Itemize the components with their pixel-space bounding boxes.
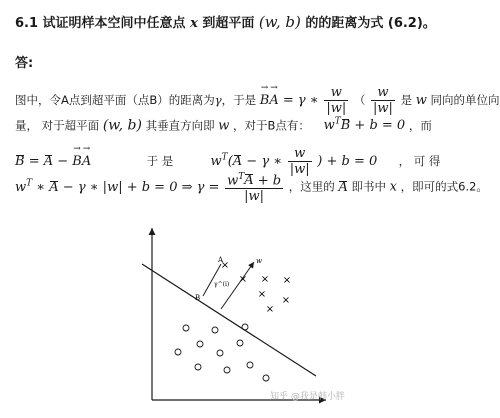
frac-gamma: $\frac{w^TA + b}{|w|}$ (227, 172, 282, 205)
circle-point (237, 340, 243, 346)
title-var-x: x (190, 16, 198, 31)
title-text-1: 6.1 试证明样本空间中任意点 (15, 16, 191, 31)
formula-b-bar: B = A − → B→ A (15, 154, 91, 169)
cross-point: × (257, 289, 267, 300)
circle-point (224, 367, 230, 373)
frac-w-norm-3: $\frac{w}{|w|}$ (289, 146, 310, 177)
frac-w-norm-2: $\frac{w}{|w|}$ (373, 85, 393, 116)
hyperplane-wb: (w, b) (102, 117, 142, 134)
l2-w: w (218, 118, 230, 134)
circle-point (242, 324, 248, 330)
circle-point (195, 364, 201, 370)
l2-text1: 量， 对于超平面 (15, 118, 100, 133)
l2-text4: ，而 (408, 118, 432, 133)
watermark: 知乎 @我是韩小胖 (270, 392, 345, 402)
formula-substitute: $w^T(A - \gamma$ ∗ (210, 152, 283, 169)
cross-point: × (238, 274, 248, 285)
circle-point (197, 341, 203, 347)
l1-w: w (415, 93, 427, 108)
l1-text3: （ (353, 93, 366, 107)
cross-point: × (220, 260, 230, 271)
circle-point (183, 325, 189, 331)
l4-text3: ，即可的式6.2。 (400, 179, 488, 194)
circle-point (263, 375, 269, 381)
circle-point (212, 327, 218, 333)
l3-text2: ， 可 得 (398, 154, 441, 168)
title-text-2: 到超平面 (197, 16, 259, 31)
formula-substitute-end: ) + b = 0 (317, 154, 378, 169)
l2-text3: ，对于B点有： (233, 118, 310, 133)
title-text-3: 的的距离为式 (6.2)。 (300, 16, 436, 31)
answer-label: 答: (15, 56, 34, 71)
l4-text2: 即书中 (351, 179, 386, 194)
formula-derive: $w^T$ ∗ A − γ ∗ |w| + b = 0 ⇒ γ = (15, 178, 220, 195)
title-formula: (w, b) (258, 13, 301, 31)
gamma-symbol: γ (214, 93, 222, 107)
formula-ba: → B→ A = γ ∗ (260, 93, 319, 108)
gamma-segment (203, 264, 221, 296)
cross-point: × (265, 304, 275, 315)
l3-text1: 于 是 (146, 154, 174, 168)
circle-point (175, 349, 181, 355)
l4-abar: A (338, 179, 348, 195)
l1-text5: 同向的单位向 (430, 93, 500, 107)
cross-point: × (260, 274, 270, 285)
l1-text4: 是 (400, 93, 413, 107)
cross-point: × (282, 275, 292, 286)
l1-text1: 图中，令A点到超平面（点B）的距离为 (15, 93, 215, 107)
l2-text2: 其垂直方向即 (145, 118, 215, 133)
circle-point (217, 350, 223, 356)
label-gamma: γ^(i) (214, 281, 230, 288)
cross-point: × (281, 295, 291, 306)
frac-w-norm: $\frac{w}{|w|}$ (326, 85, 347, 116)
label-a: A (218, 256, 224, 264)
formula-b-point: $w^TB + b = 0$ (323, 117, 406, 134)
circle-point (247, 362, 253, 368)
point-markers (175, 260, 291, 381)
l4-x: x (389, 179, 397, 195)
l1-text2: ，于是 (221, 93, 257, 107)
l4-text1: ，这里的 (288, 179, 335, 194)
label-w: w (256, 257, 262, 265)
label-b: B (195, 294, 201, 302)
